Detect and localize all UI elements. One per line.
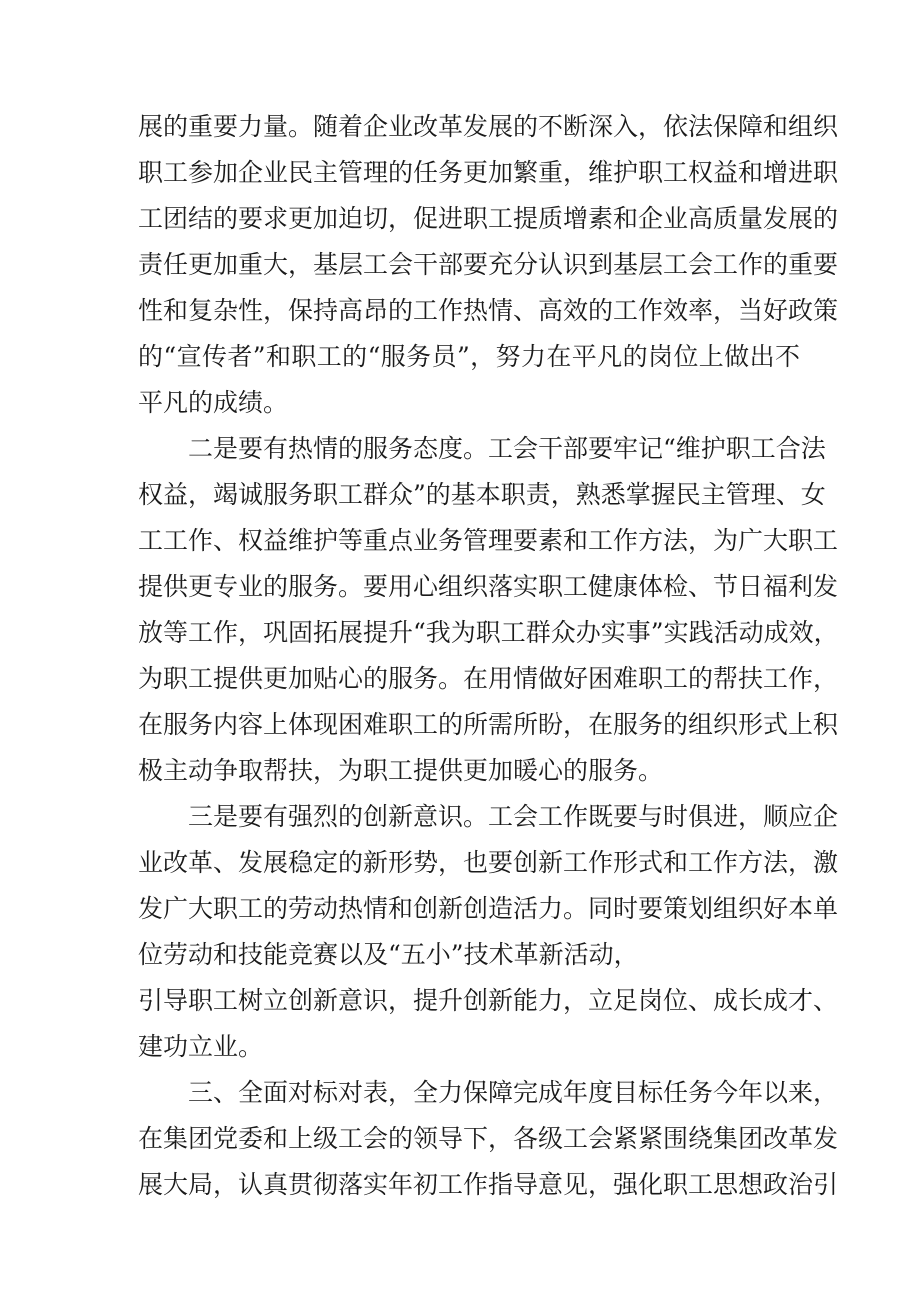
text-line: 在集团党委和上级工会的领导下，各级工会紧紧围绕集团改革发 [138,1124,839,1153]
text-line: 三、全面对标对表，全力保障完成年度目标任务今年以来， [188,1078,839,1107]
paragraph-2 [138,426,839,794]
text-line: 引导职工树立创新意识，提升创新能力，立足岗位、成长成才、 [138,986,839,1015]
text-line: 职工参加企业民主管理的任务更加繁重，维护职工权益和增进职 [138,158,839,187]
text-line: 的“宣传者”和职工的“服务员”，努力在平凡的岗位上做出不 [138,342,800,371]
text-line: 发广大职工的劳动热情和创新创造活力。同时要策划组织好本单 [138,894,839,923]
text-line: 权益，竭诚服务职工群众”的基本职责，熟悉掌握民主管理、女 [138,480,826,509]
text-line: 在服务内容上体现困难职工的所需所盼，在服务的组织形式上积 [138,710,839,739]
document-body [138,104,839,1208]
paragraph-4 [138,1070,839,1208]
text-line: 位劳动和技能竞赛以及“五小”技术革新活动， [138,940,639,969]
text-line: 三是要有强烈的创新意识。工会工作既要与时俱进，顺应企 [188,802,839,831]
text-line: 性和复杂性，保持高昂的工作热情、高效的工作效率，当好政策 [138,296,839,325]
text-line: 责任更加重大，基层工会干部要充分认识到基层工会工作的重要 [138,250,839,279]
paragraph-1 [138,104,839,426]
text-line: 极主动争取帮扶，为职工提供更加暖心的服务。 [138,756,664,785]
text-line: 工团结的要求更加迫切，促进职工提质增素和企业高质量发展的 [138,204,839,233]
text-line: 工工作、权益维护等重点业务管理要素和工作方法，为广大职工 [138,526,839,555]
text-line: 为职工提供更加贴心的服务。在用情做好困难职工的帮扶工作， [138,664,839,693]
text-line: 业改革、发展稳定的新形势，也要创新工作形式和工作方法，激 [138,848,839,877]
text-line: 提供更专业的服务。要用心组织落实职工健康体检、节日福利发 [138,572,839,601]
text-line: 展大局，认真贯彻落实年初工作指导意见，强化职工思想政治引 [138,1170,839,1199]
text-line: 建功立业。 [138,1032,264,1061]
text-line: 平凡的成绩。 [138,388,289,417]
paragraph-3 [138,794,839,1070]
text-line: 展的重要力量。随着企业改革发展的不断深入，依法保障和组织 [138,112,839,141]
text-line: 放等工作，巩固拓展提升“我为职工群众办实事”实践活动成效， [138,618,839,647]
text-line: 二是要有热情的服务态度。工会干部要牢记“维护职工合法 [188,434,826,463]
